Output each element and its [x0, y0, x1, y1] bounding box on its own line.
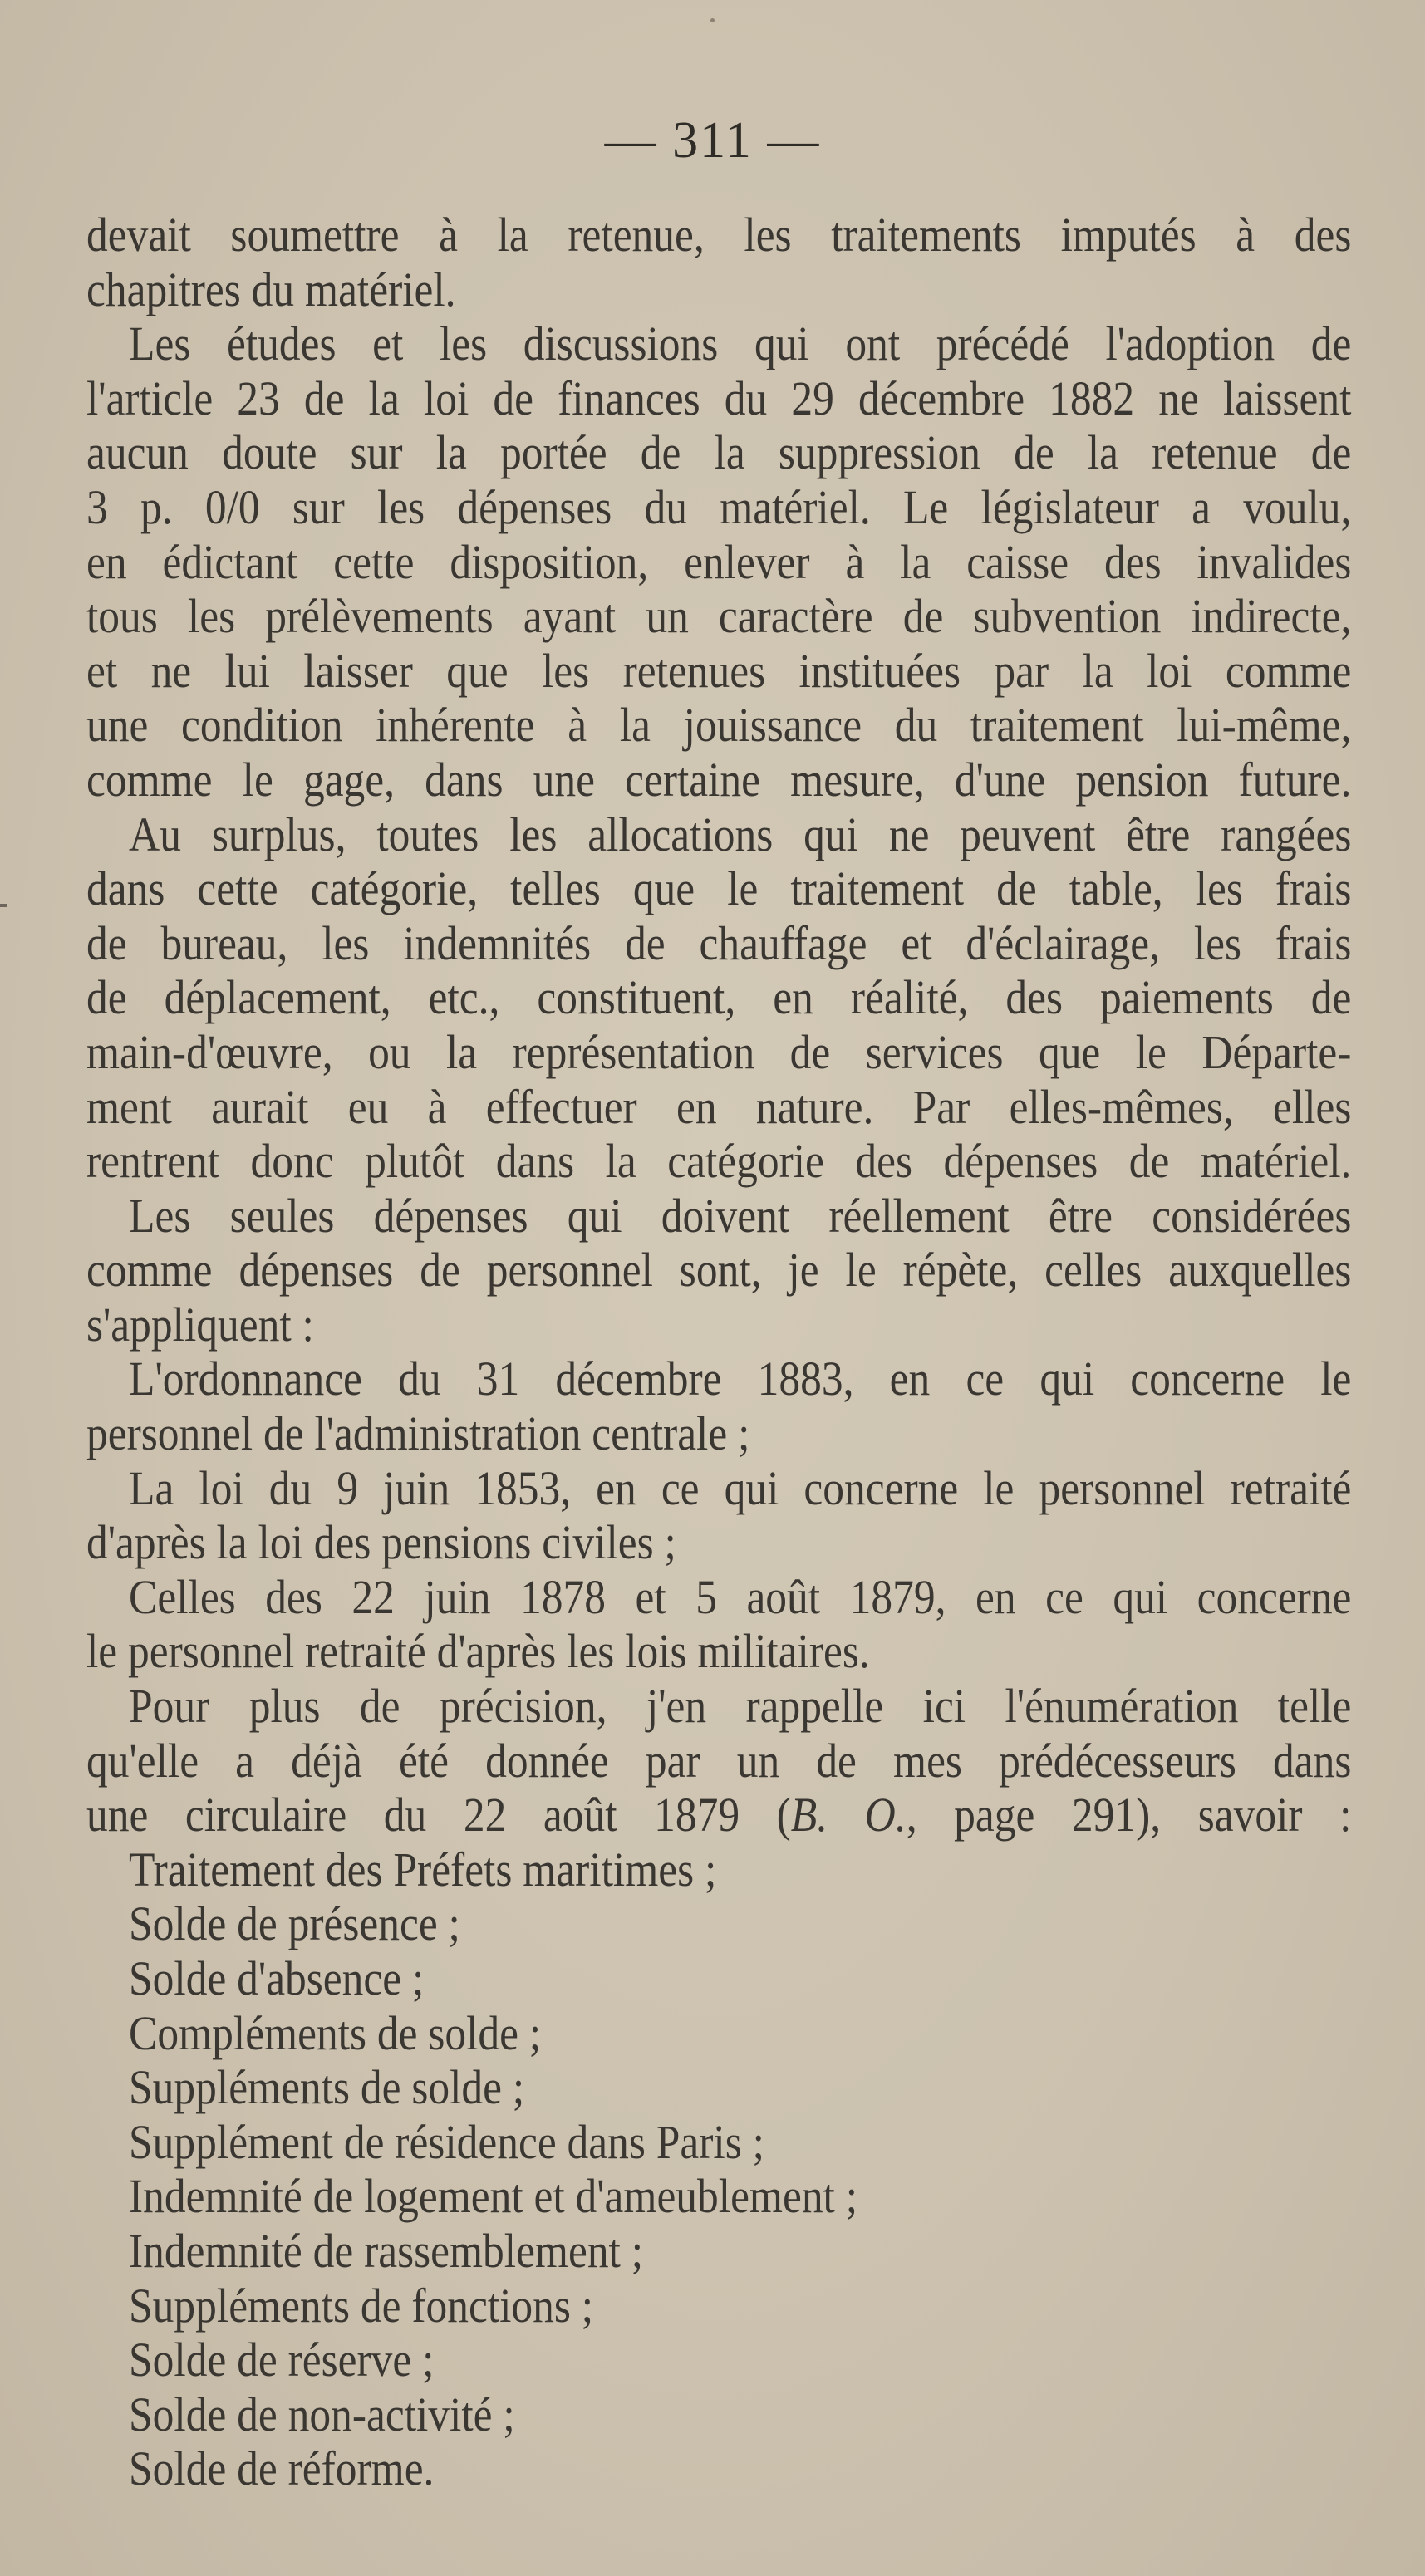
allowance-list-item: Solde de présence ;: [129, 1896, 460, 1951]
paragraph-line: Pour plus de précision, j'en rappelle ici l'énumération telle: [129, 1679, 1352, 1734]
allowance-list-item: Supplément de résidence dans Paris ;: [129, 2114, 764, 2169]
paragraph-line: d'après la loi des pensions civiles ;: [86, 1515, 676, 1570]
circular-text-after: , page 291), savoir :: [906, 1788, 1352, 1842]
paragraph-line: aucun doute sur la portée de la suppression de la retenue de: [86, 425, 1352, 480]
paragraph-line: de déplacement, etc., constituent, en réalité, des paiements de: [86, 970, 1352, 1025]
paragraph-line: de bureau, les indemnités de chauffage et d'éclairage, les frais: [86, 915, 1352, 970]
paragraph-line: et ne lui laisser que les retenues instituées par la loi comme: [86, 643, 1352, 698]
allowance-list-item: Solde de réserve ;: [129, 2333, 435, 2387]
paragraph-line: comme dépenses de personnel sont, je le répète, celles auxquelles: [86, 1243, 1352, 1298]
paragraph-line: comme le gage, dans une certaine mesure, d'une pension future.: [86, 752, 1352, 807]
body-text-inner: [86, 208, 1351, 2496]
paragraph-line: 3 p. 0/0 sur les dépenses du matériel. Le législateur a voulu,: [86, 479, 1352, 534]
allowance-list-item: Solde de réforme.: [129, 2441, 435, 2496]
paragraph-line: La loi du 9 juin 1853, en ce qui concerne le personnel retraité: [129, 1460, 1352, 1515]
circular-text-before: une circulaire du 22 août 1879 (: [86, 1788, 791, 1842]
paragraph-line: Au surplus, toutes les allocations qui ne peuvent être rangées: [129, 807, 1352, 861]
body-text: [86, 208, 1352, 2496]
paper-speck: [710, 18, 715, 22]
allowance-list-item: Suppléments de fonctions ;: [129, 2278, 594, 2333]
page-number: — 311 —: [604, 112, 821, 169]
paragraph-line: tous les prélèvements ayant un caractère de subvention indirecte,: [86, 589, 1352, 644]
paragraph-line: main-d'œuvre, ou la représentation de services que le Départe-: [86, 1024, 1352, 1079]
allowance-list-item: Solde d'absence ;: [129, 1951, 425, 2005]
paragraph-line: Les seules dépenses qui doivent réellement être considérées: [129, 1188, 1352, 1243]
paragraph-line: le personnel retraité d'après les lois militaires.: [86, 1624, 870, 1679]
paragraph-line: en édictant cette disposition, enlever à la caisse des invalides: [86, 534, 1352, 589]
circular-reference-line: [86, 1788, 1351, 1842]
paragraph-line: chapitres du matériel.: [86, 262, 456, 316]
allowance-list-item: Suppléments de solde ;: [129, 2060, 525, 2115]
paragraph-line: ment aurait eu à effectuer en nature. Par elles-mêmes, elles: [86, 1079, 1352, 1134]
paragraph-line: personnel de l'administration centrale ;: [86, 1406, 750, 1461]
paragraph-line: Les études et les discussions qui ont précédé l'adoption de: [129, 316, 1352, 371]
paragraph-line: dans cette catégorie, telles que le traitement de table, les frais: [86, 861, 1352, 916]
paragraph-line: l'article 23 de la loi de finances du 29 décembre 1882 ne laissent: [86, 370, 1352, 425]
allowance-list-item: Compléments de solde ;: [129, 2005, 542, 2060]
paragraph-line: qu'elle a déjà été donnée par un de mes prédécesseurs dans: [86, 1733, 1352, 1788]
allowance-list-item: Indemnité de rassemblement ;: [129, 2223, 644, 2278]
paragraph-line: devait soumettre à la retenue, les traitements imputés à des: [86, 208, 1352, 262]
paragraph-line: une condition inhérente à la jouissance du traitement lui-même,: [86, 698, 1352, 753]
allowance-list-item: Solde de non-activité ;: [129, 2387, 515, 2441]
paragraph-line: Celles des 22 juin 1878 et 5 août 1879, en ce qui concerne: [129, 1569, 1352, 1624]
bulletin-reference: B. O.: [790, 1788, 907, 1842]
paragraph-line: rentrent donc plutôt dans la catégorie des dépenses de matériel.: [86, 1134, 1352, 1189]
allowance-list-item: Traitement des Préfets maritimes ;: [129, 1842, 717, 1896]
paragraph-line: L'ordonnance du 31 décembre 1883, en ce qui concerne le: [129, 1352, 1352, 1406]
paragraph-line: s'appliquent :: [86, 1297, 314, 1352]
margin-mark: [0, 904, 7, 907]
allowance-list-item: Indemnité de logement et d'ameublement ;: [129, 2169, 858, 2224]
